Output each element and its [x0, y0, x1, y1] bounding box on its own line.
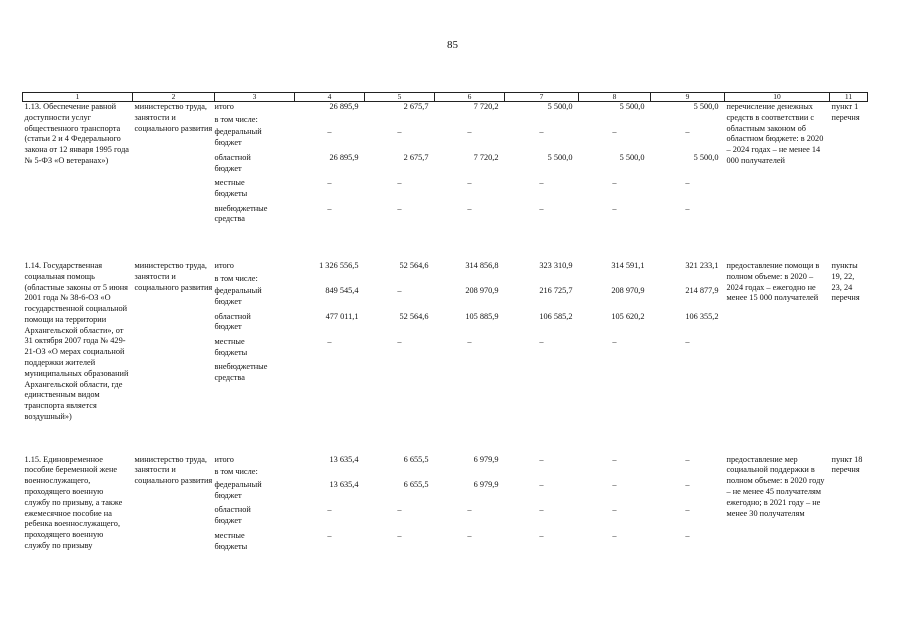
funding-source	[215, 102, 295, 115]
amount-value: 208 970,9	[611, 286, 645, 296]
col-header: 4	[295, 93, 365, 102]
funding-source-cell	[215, 455, 295, 557]
row-spacer	[23, 229, 868, 261]
amount-value: 105 885,9	[465, 311, 499, 321]
executor: министерство труда, занятости и социального развития	[134, 454, 213, 486]
amount-value: 314 591,1	[611, 260, 645, 270]
amount-value: –	[467, 337, 472, 347]
col-header: 5	[365, 93, 435, 102]
funding-source-label: бюджет	[214, 322, 242, 332]
amount-value: 214 877,9	[685, 286, 719, 296]
amount-value	[505, 362, 579, 387]
amount-value: –	[467, 505, 472, 515]
amount-value: 26 895,9	[329, 152, 359, 162]
measure-name: 1.15. Единовременное пособие беременной жене военнослужащего, проходящего военную службу по призыву, а также ежемесячное пособие на ребенка военнослужащего, проходящего военную службу по призыву	[24, 454, 123, 550]
program-table-wrapper	[22, 92, 867, 556]
funding-source-label: в том числе:	[214, 467, 258, 477]
amount-value: –	[539, 178, 544, 188]
amount-cell	[295, 455, 365, 557]
amount-value: –	[539, 127, 544, 137]
amount-value: 5 500,0	[693, 102, 719, 111]
funding-source	[215, 153, 295, 178]
amount-value: 849 545,4	[325, 286, 359, 296]
amount-value: –	[685, 203, 690, 213]
amount-value: 1 326 556,5	[319, 260, 359, 270]
amount-cell	[365, 261, 435, 423]
funding-source-label: местные	[214, 178, 245, 188]
amount-value: 7 720,2	[473, 102, 499, 111]
amount-value: –	[539, 480, 544, 490]
amount-value: 2 675,7	[403, 102, 429, 111]
spacer-cell	[23, 423, 868, 455]
funding-source	[215, 286, 295, 311]
amount-value: –	[685, 454, 690, 464]
funding-source	[215, 337, 295, 362]
funding-source	[215, 261, 295, 274]
funding-source-label: в том числе:	[214, 114, 258, 124]
amount-value: 477 011,1	[325, 311, 359, 321]
amount-value	[295, 274, 365, 287]
col-header: 2	[133, 93, 215, 102]
executor: министерство труда, занятости и социального развития	[134, 102, 213, 133]
amount-value	[579, 467, 651, 480]
amount-cell	[365, 102, 435, 229]
funding-source-label: бюджет	[214, 490, 242, 500]
amount-value: –	[612, 127, 617, 137]
amount-value: 6 979,9	[473, 454, 499, 464]
amount-value: –	[612, 480, 617, 490]
amount-value: –	[612, 454, 617, 464]
amount-value: –	[539, 454, 544, 464]
amount-value: –	[685, 127, 690, 137]
amount-value	[651, 115, 725, 128]
page-number: 85	[447, 39, 458, 51]
amount-value: 52 564,6	[399, 311, 429, 321]
funding-source	[215, 467, 295, 480]
list-reference: пункт 18 перечня	[831, 454, 863, 475]
funding-source	[215, 204, 295, 229]
amount-value: –	[467, 127, 472, 137]
amount-value: –	[467, 203, 472, 213]
funding-source-label: средства	[214, 373, 245, 383]
amount-value: –	[685, 337, 690, 347]
amount-value: –	[685, 480, 690, 490]
amount-value: –	[539, 530, 544, 540]
amount-value: 13 635,4	[329, 454, 359, 464]
funding-source	[215, 274, 295, 287]
funding-source	[215, 127, 295, 152]
amount-value	[365, 467, 435, 480]
amount-cell	[505, 102, 579, 229]
amount-cell	[295, 102, 365, 229]
amount-value	[365, 274, 435, 287]
amount-value	[651, 274, 725, 287]
amount-value: 6 979,9	[473, 480, 499, 490]
amount-value: –	[327, 337, 332, 347]
amount-value	[505, 115, 579, 128]
amount-value: –	[612, 337, 617, 347]
amount-cell	[651, 102, 725, 229]
amount-cell	[295, 261, 365, 423]
measure-name: 1.13. Обеспечение равной доступности услуг общественного транспорта (статьи 2 и 4 Федерального закона от 12 января 1995 года № 5-ФЗ «О ветеранах»)	[24, 102, 129, 165]
amount-value: 5 500,0	[693, 152, 719, 162]
amount-value: –	[685, 505, 690, 515]
expected-result: предоставление мер социальной поддержки в полном объеме: в 2020 году – не менее 45 получателям ежегодно; в 2021 году – не менее 30 получателям	[726, 454, 825, 518]
program-table	[22, 92, 868, 556]
funding-source	[215, 362, 295, 387]
amount-value: –	[467, 178, 472, 188]
amount-value: 216 725,7	[539, 286, 573, 296]
amount-value	[579, 274, 651, 287]
funding-source	[215, 455, 295, 468]
funding-source-label: бюджеты	[214, 541, 248, 551]
col-header: 7	[505, 93, 579, 102]
funding-source-label: в том числе:	[214, 273, 258, 283]
amount-value: –	[397, 337, 402, 347]
amount-value: 323 310,9	[539, 260, 573, 270]
funding-source-label: бюджеты	[214, 347, 248, 357]
col-header: 6	[435, 93, 505, 102]
funding-source-label: итого	[214, 102, 234, 111]
funding-source-cell	[215, 102, 295, 229]
col-header: 9	[651, 93, 725, 102]
amount-value	[579, 115, 651, 128]
amount-cell	[365, 455, 435, 557]
amount-value: –	[539, 203, 544, 213]
col-header: 8	[579, 93, 651, 102]
funding-source-cell	[215, 261, 295, 423]
amount-cell	[435, 261, 505, 423]
amount-value: 52 564,6	[399, 260, 429, 270]
funding-source	[215, 480, 295, 505]
column-number-row	[23, 93, 868, 102]
amount-cell	[505, 261, 579, 423]
funding-source	[215, 178, 295, 203]
amount-value: –	[327, 530, 332, 540]
amount-value: 106 355,2	[685, 311, 719, 321]
amount-value	[505, 467, 579, 480]
amount-cell	[435, 455, 505, 557]
amount-value	[579, 362, 651, 387]
table-row	[23, 261, 868, 423]
amount-value: 105 620,2	[611, 311, 645, 321]
amount-value	[435, 115, 505, 128]
amount-value: 208 970,9	[465, 286, 499, 296]
amount-value	[435, 274, 505, 287]
list-reference: пункты 19, 22, 23, 24 перечня	[831, 260, 860, 303]
measure-name: 1.14. Государственная социальная помощь (областные законы от 5 июня 2001 года № 38-6-ОЗ «О государственной социальной помощи на территории Архангельской области», от 31 октября 2007 года № 429-21-ОЗ «О мерах социальной поддержки жителей муниципальных образований Архангельской области, где единственным видом транспорта является воздушный»)	[24, 260, 129, 421]
amount-value: –	[327, 203, 332, 213]
funding-source-label: местные	[214, 530, 245, 540]
amount-value: 2 675,7	[403, 152, 429, 162]
amount-value	[295, 115, 365, 128]
funding-source-label: бюджеты	[214, 188, 248, 198]
amount-value: 106 585,2	[539, 311, 573, 321]
amount-cell	[579, 261, 651, 423]
funding-source	[215, 312, 295, 337]
funding-source-label: бюджет	[214, 163, 242, 173]
amount-value: –	[612, 178, 617, 188]
amount-value: 5 500,0	[619, 102, 645, 111]
funding-source-label: федеральный	[214, 127, 262, 137]
amount-value	[295, 362, 365, 387]
amount-value: –	[685, 530, 690, 540]
funding-source-label: итого	[214, 454, 234, 464]
amount-value: –	[327, 127, 332, 137]
amount-cell	[505, 455, 579, 557]
amount-value: 6 655,5	[403, 454, 429, 464]
amount-value	[435, 362, 505, 387]
amount-cell	[579, 102, 651, 229]
funding-source-label: федеральный	[214, 480, 262, 490]
amount-value: –	[685, 178, 690, 188]
table-row	[23, 455, 868, 557]
funding-source-label: средства	[214, 214, 245, 224]
amount-value	[365, 115, 435, 128]
amount-value: –	[327, 178, 332, 188]
amount-value: –	[612, 505, 617, 515]
funding-source-label: внебюджетные	[214, 362, 268, 372]
amount-value	[435, 467, 505, 480]
funding-source-label: бюджет	[214, 297, 242, 307]
amount-value: –	[539, 337, 544, 347]
amount-value: 314 856,8	[465, 260, 499, 270]
funding-source-label: местные	[214, 337, 245, 347]
amount-value: 7 720,2	[473, 152, 499, 162]
funding-source-label: итого	[214, 260, 234, 270]
amount-value: 5 500,0	[547, 152, 573, 162]
funding-source	[215, 531, 295, 556]
expected-result: перечисление денежных средств в соответствии с областным законом об областном бюджете: в 2020 – 2024 годах – не менее 14 000 получателей	[726, 102, 824, 165]
amount-value: 26 895,9	[329, 102, 359, 111]
amount-value: 13 635,4	[329, 480, 359, 490]
amount-value: –	[397, 530, 402, 540]
amount-value: –	[539, 505, 544, 515]
funding-source	[215, 115, 295, 128]
funding-source-label: бюджет	[214, 138, 242, 148]
funding-source-label: областной	[214, 311, 251, 321]
amount-value: –	[612, 530, 617, 540]
table-body	[23, 102, 868, 557]
amount-value	[651, 362, 725, 387]
amount-value: –	[397, 286, 402, 296]
amount-value	[505, 274, 579, 287]
funding-source-label: внебюджетные	[214, 203, 268, 213]
amount-value: –	[467, 530, 472, 540]
amount-value: 5 500,0	[547, 102, 573, 111]
amount-value	[651, 467, 725, 480]
amount-cell	[579, 455, 651, 557]
amount-value: –	[397, 178, 402, 188]
amount-value	[365, 362, 435, 387]
amount-value: 5 500,0	[619, 152, 645, 162]
executor: министерство труда, занятости и социального развития	[134, 260, 213, 292]
amount-value: –	[397, 127, 402, 137]
amount-value: –	[327, 505, 332, 515]
row-spacer	[23, 423, 868, 455]
amount-value: 321 233,1	[685, 260, 719, 270]
amount-value: –	[397, 505, 402, 515]
col-header: 11	[830, 93, 868, 102]
funding-source-label: бюджет	[214, 516, 242, 526]
amount-cell	[435, 102, 505, 229]
list-reference: пункт 1 перечня	[831, 102, 860, 122]
funding-source	[215, 505, 295, 530]
table-row	[23, 102, 868, 229]
amount-value: 6 655,5	[403, 480, 429, 490]
funding-source-label: федеральный	[214, 286, 262, 296]
col-header: 1	[23, 93, 133, 102]
col-header: 3	[215, 93, 295, 102]
amount-cell	[651, 261, 725, 423]
col-header: 10	[725, 93, 830, 102]
amount-value: –	[397, 203, 402, 213]
expected-result: предоставление помощи в полном объеме: в 2020 – 2024 годах – ежегодно не менее 15 000 получателей	[726, 260, 820, 303]
amount-value: –	[612, 203, 617, 213]
funding-source-label: областной	[214, 152, 251, 162]
amount-value	[295, 467, 365, 480]
spacer-cell	[23, 229, 868, 261]
amount-cell	[651, 455, 725, 557]
funding-source-label: областной	[214, 505, 251, 515]
